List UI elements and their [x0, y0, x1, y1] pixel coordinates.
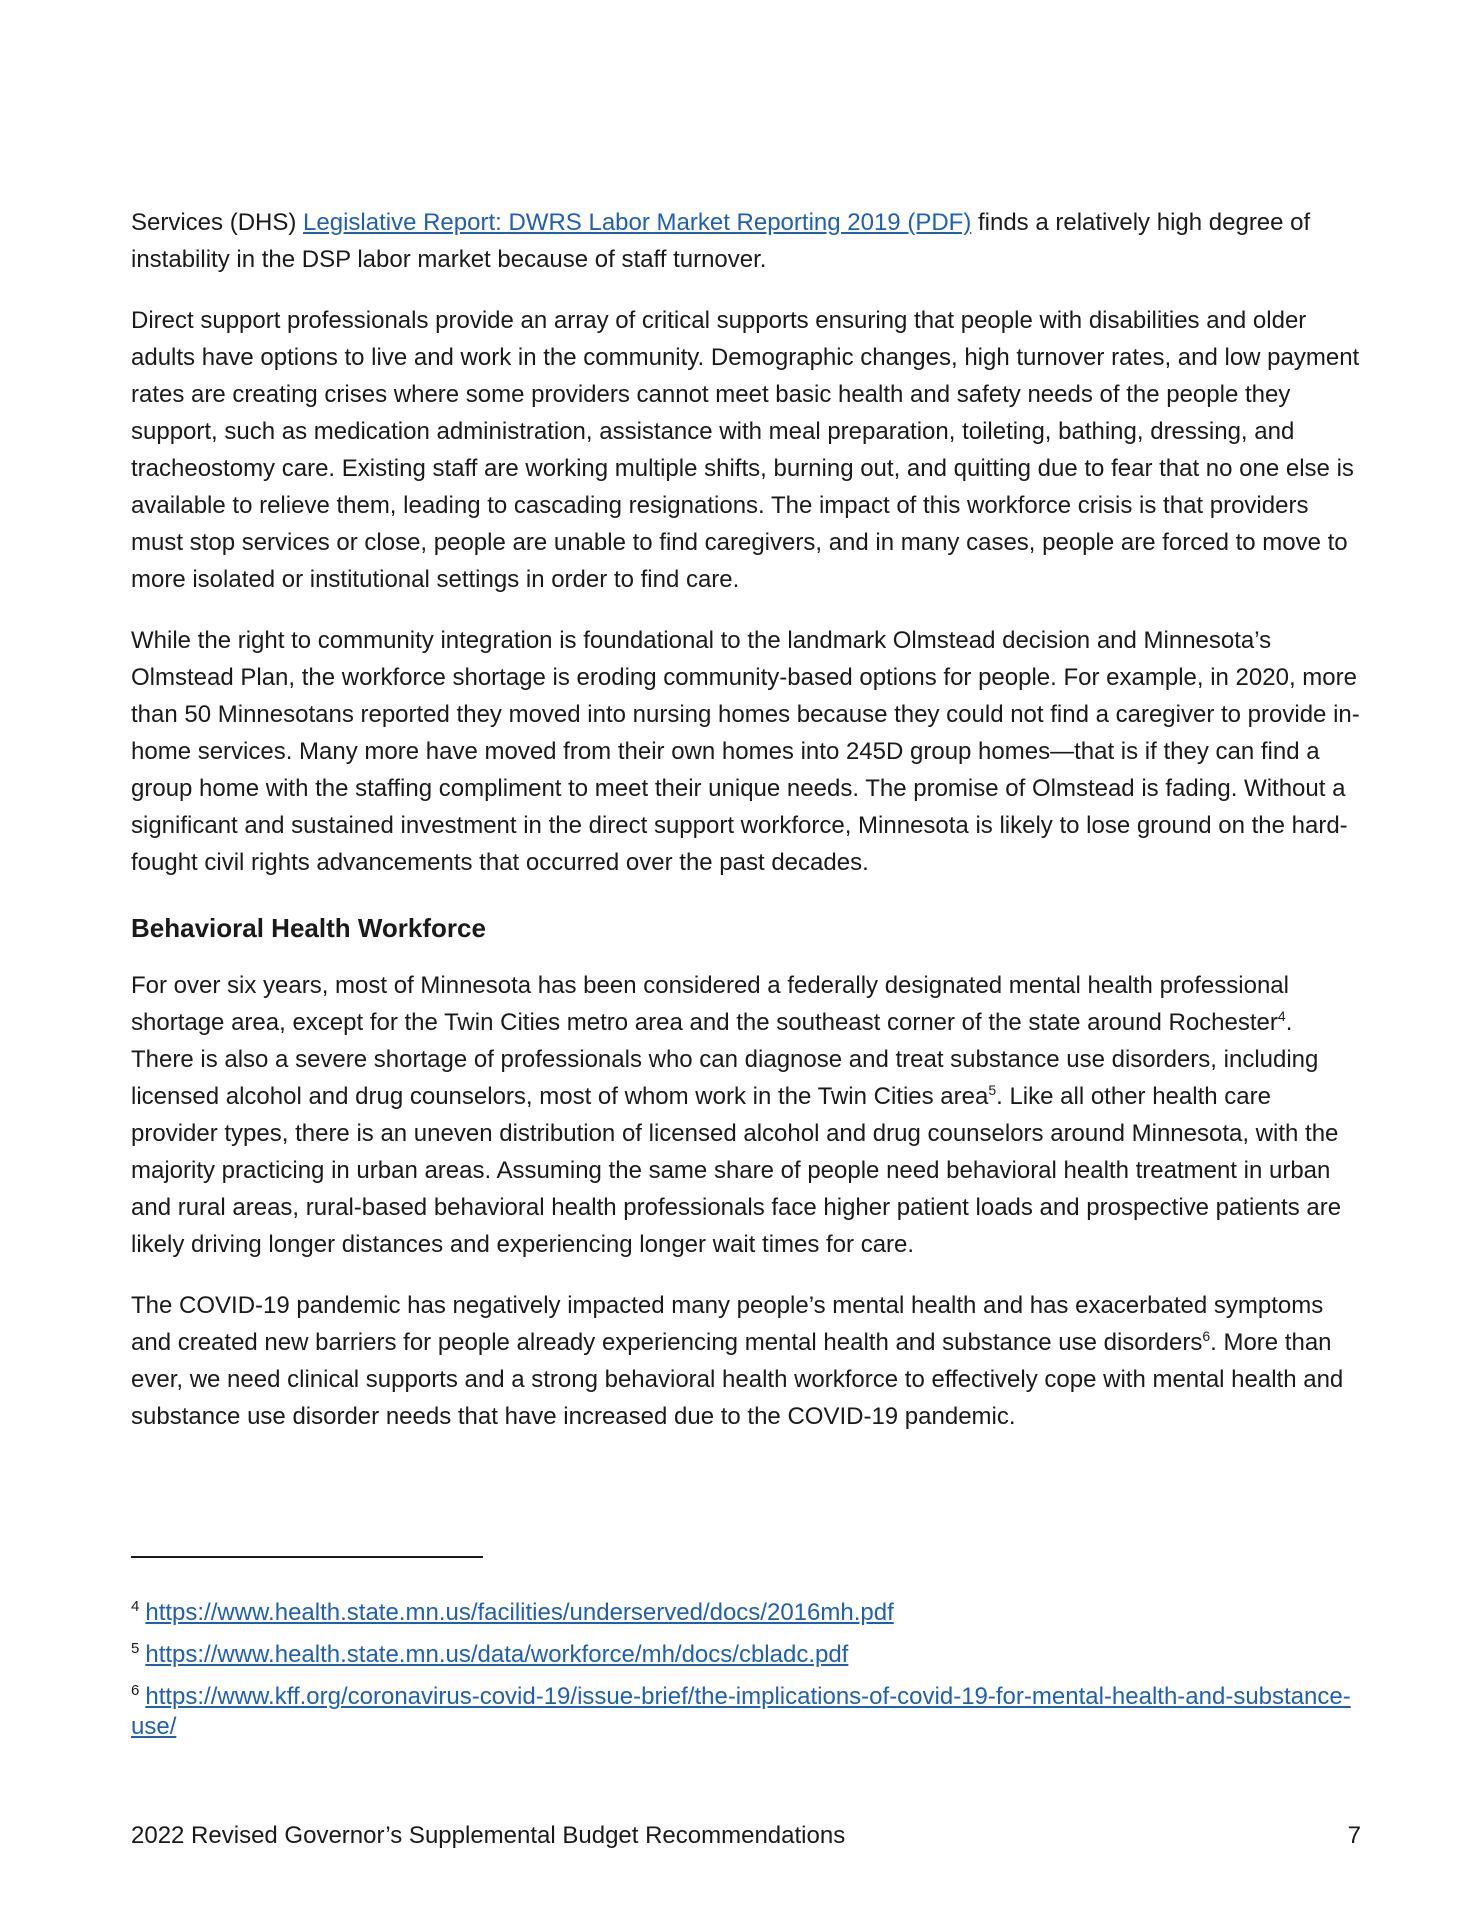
paragraph-dsp-crisis: Direct support professionals provide an array of critical supports ensuring that people with disabilities and older adults have options to live and work in the community. Demographic changes, high turnover rates, and low payment rates are creating crises where some providers cannot meet basic health and safety needs of the people they support, such as medication administration, assistance with meal preparation, toileting, bathing, dressing, and tracheostomy care. Existing staff are working multiple shifts, burning out, and quitting due to fear that no one else is available to relieve them, leading to cascading resignations. The impact of this workforce crisis is that providers must stop services or close, people are unable to find caregivers, and in many cases, people are forced to move to more isolated or institutional settings in order to find care.	[131, 307, 1360, 593]
footnote-ref-4[interactable]: 4	[1277, 1008, 1286, 1024]
footnote-link-5[interactable]: https://www.health.state.mn.us/data/workforce/mh/docs/cbladc.pdf	[145, 1641, 849, 1668]
footnote-link-4[interactable]: https://www.health.state.mn.us/facilities/underserved/docs/2016mh.pdf	[145, 1599, 894, 1626]
footnote-6	[131, 1682, 1361, 1742]
document-body	[131, 204, 1361, 1459]
footnote-link-6[interactable]: https://www.kff.org/coronavirus-covid-19/issue-brief/the-implications-of-covid-19-for-mental-health-and-substance-use/	[131, 1683, 1351, 1740]
footnote-separator	[131, 1556, 483, 1558]
footnote-number: 4	[131, 1598, 140, 1615]
footnote-4	[131, 1598, 1361, 1628]
footnotes	[131, 1598, 1361, 1754]
footnote-number: 6	[131, 1682, 140, 1699]
section-heading-behavioral-health: Behavioral Health Workforce	[131, 913, 486, 943]
dwrs-report-link[interactable]: Legislative Report: DWRS Labor Market Reporting 2019 (PDF)	[303, 209, 972, 236]
paragraph-olmstead: While the right to community integration is foundational to the landmark Olmstead decision and Minnesota’s Olmstead Plan, the workforce shortage is eroding community-based options for people. For example, in 2020, more than 50 Minnesotans reported they moved into nursing homes because they could not find a caregiver to provide in-home services. Many more have moved from their own homes into 245D group homes—that is if they can find a group home with the staffing compliment to meet their unique needs. The promise of Olmstead is fading. Without a significant and sustained investment in the direct support workforce, Minnesota is likely to lose ground on the hard-fought civil rights advancements that occurred over the past decades.	[131, 627, 1360, 876]
page-number: 7	[1347, 1822, 1361, 1849]
paragraph-shortage-area	[131, 967, 1361, 1263]
paragraph-text: . There is also a severe shortage of professionals who can diagnose and treat substance use disorders, including licensed alcohol and drug counselors, most of whom work in the Twin Cities area	[131, 1009, 1319, 1110]
footnote-5	[131, 1640, 1361, 1670]
footnote-number: 5	[131, 1640, 140, 1657]
paragraph-text: For over six years, most of Minnesota has been considered a federally designated mental health professional shortage area, except for the Twin Cities metro area and the southeast corner of the state around Rochester	[131, 972, 1289, 1036]
paragraph-text: Services (DHS)	[131, 209, 304, 236]
paragraph-text: finds a relatively high degree of instability in the DSP labor market because of staff turnover.	[131, 209, 1311, 273]
paragraph-covid-impact	[131, 1287, 1361, 1435]
paragraph-text: The COVID-19 pandemic has negatively impacted many people’s mental health and has exacerbated symptoms and created new barriers for people already experiencing mental health and substance use disorders	[131, 1292, 1324, 1356]
footnote-ref-5[interactable]: 5	[988, 1082, 997, 1098]
paragraph-text: . More than ever, we need clinical supports and a strong behavioral health workforce to effectively cope with mental health and substance use disorder needs that have increased due to the COVID-19 pandemic.	[131, 1329, 1344, 1430]
paragraph-text: . Like all other health care provider types, there is an uneven distribution of licensed alcohol and drug counselors around Minnesota, with the majority practicing in urban areas. Assuming the same share of people need behavioral health treatment in urban and rural areas, rural-based behavioral health professionals face higher patient loads and prospective patients are likely driving longer distances and experiencing longer wait times for care.	[131, 1083, 1342, 1258]
footnote-ref-6[interactable]: 6	[1202, 1328, 1211, 1344]
footer-title: 2022 Revised Governor’s Supplemental Budget Recommendations	[131, 1822, 846, 1849]
paragraph-dsp-labor-market	[131, 204, 1361, 278]
